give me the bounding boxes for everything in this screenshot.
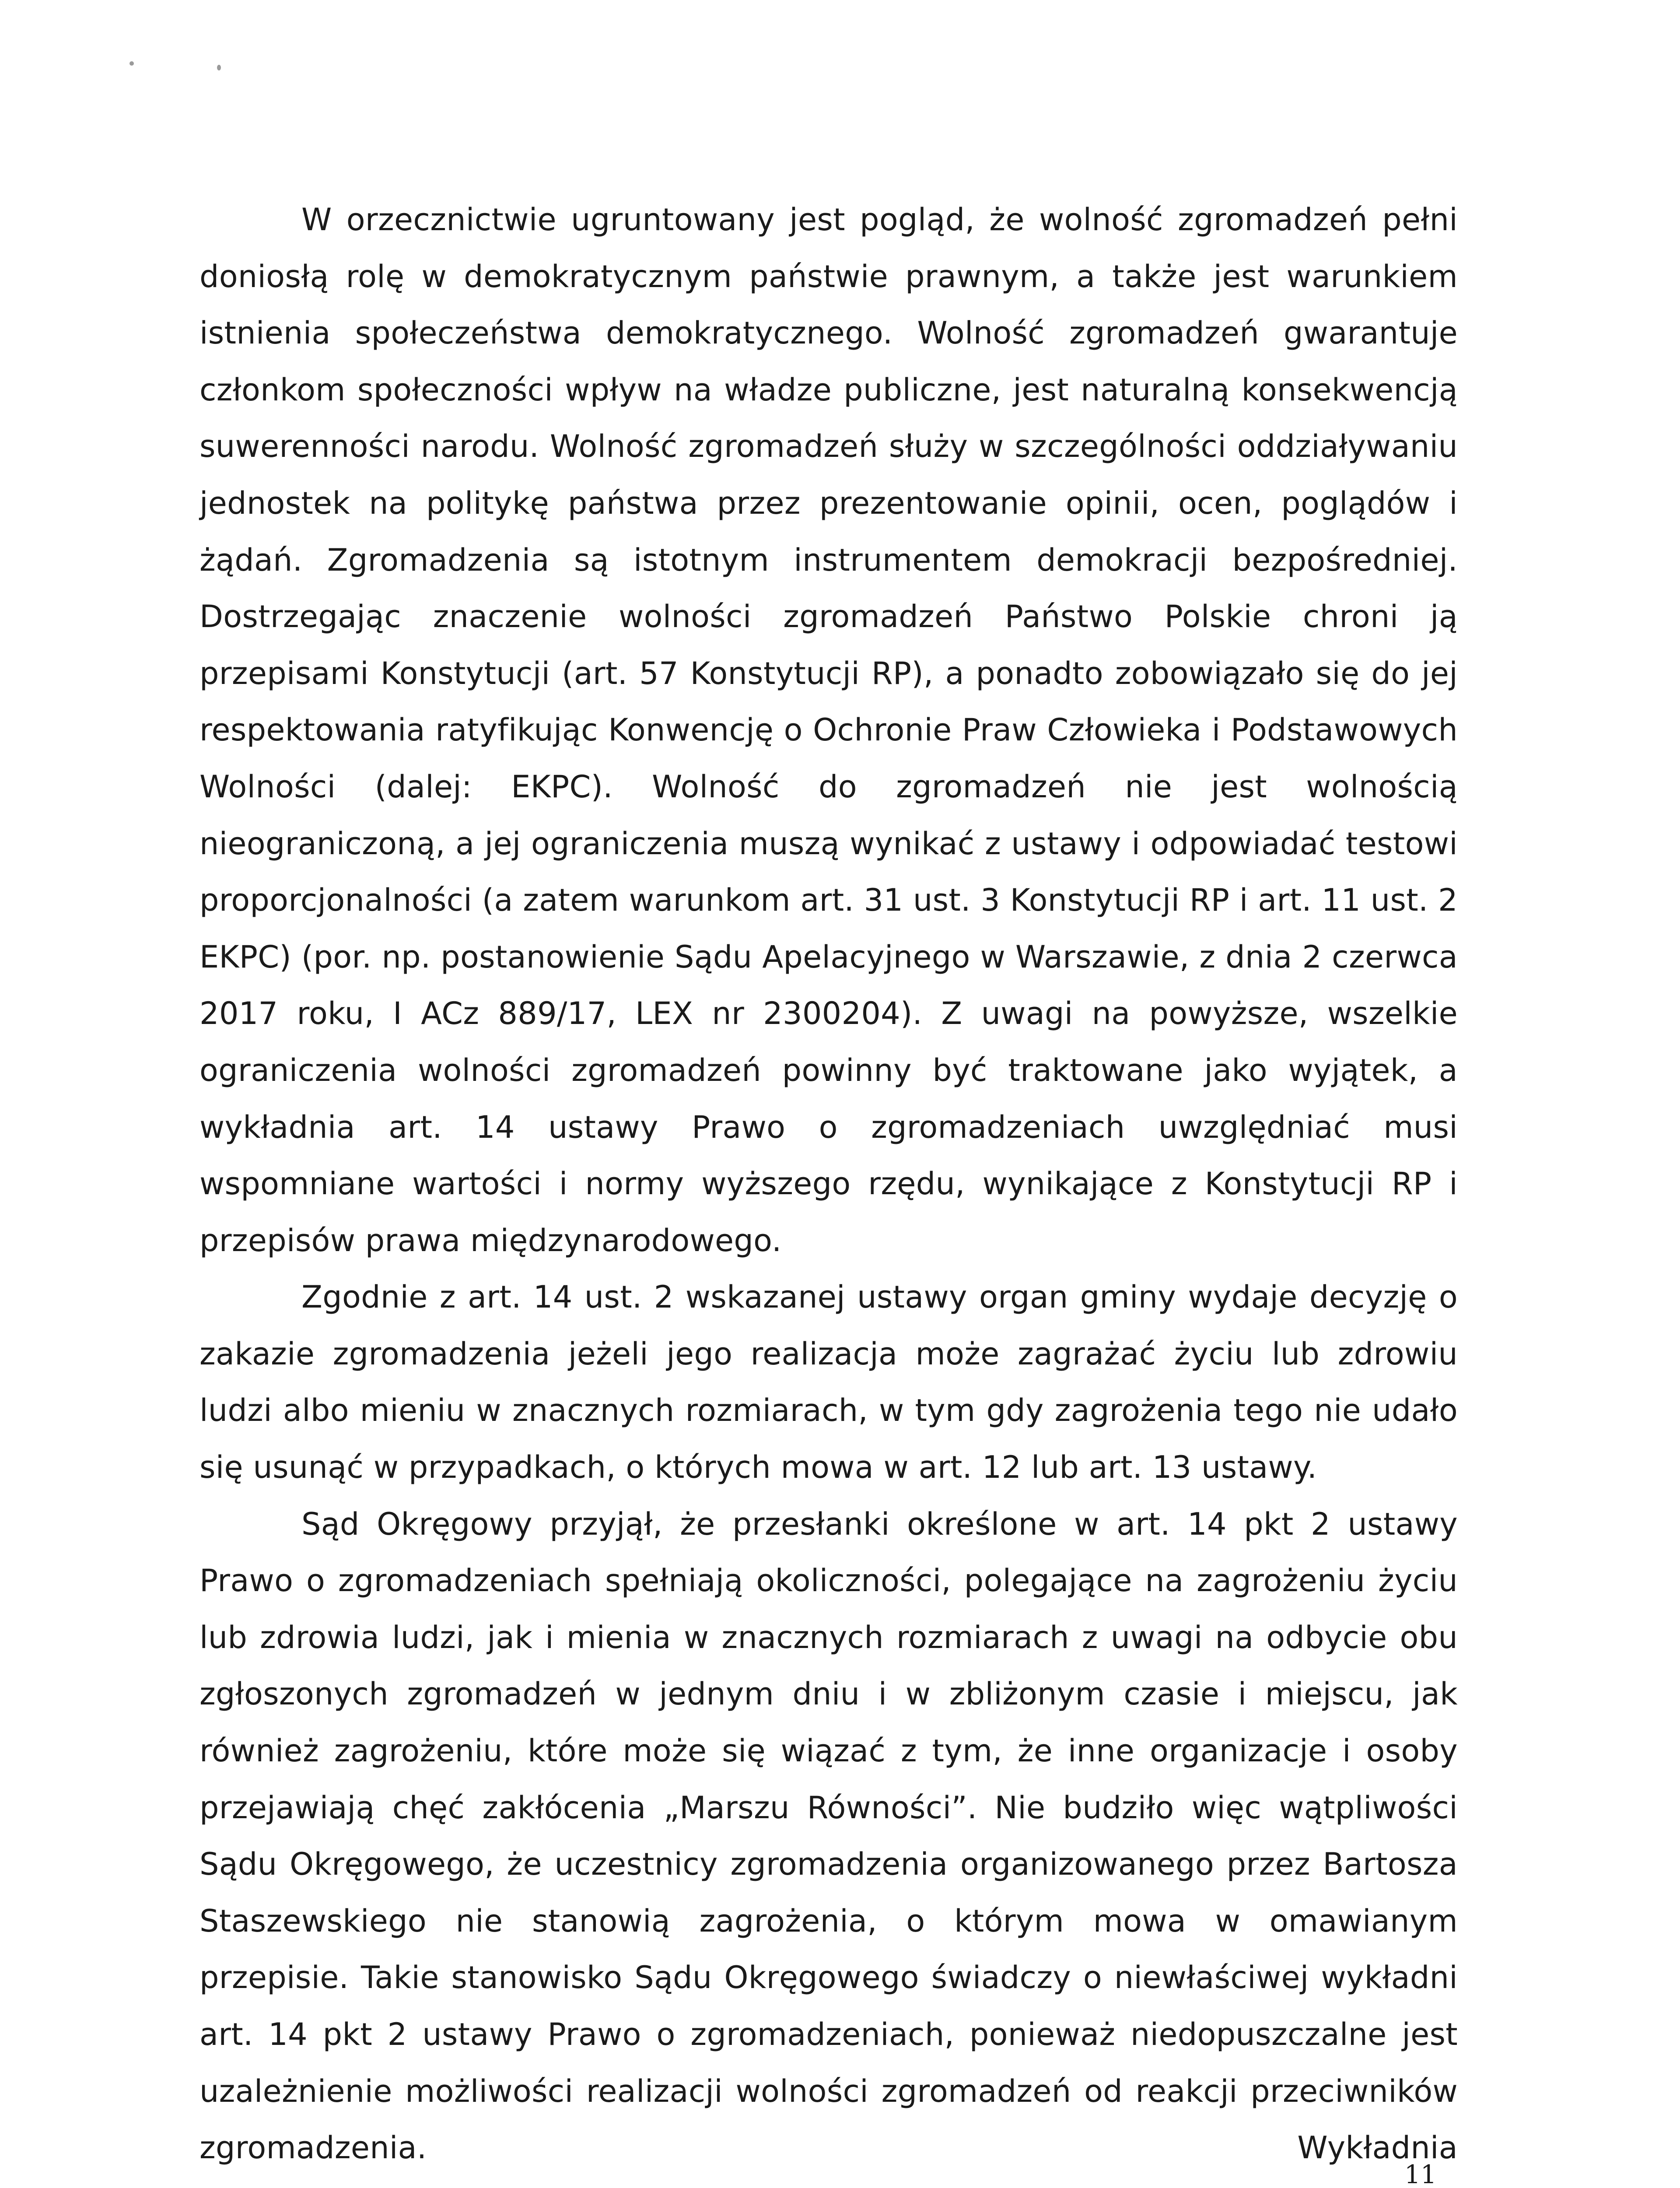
page-number: 11 [1404,2160,1437,2188]
scan-speck [130,61,134,66]
scan-speck [217,65,221,70]
paragraph: Sąd Okręgowy przyjął, że przesłanki określone w art. 14 pkt 2 ustawy Prawo o zgromadzeniach spełniają okoliczności, polegające na zagrożeniu życiu lub zdrowia ludzi, jak i mienia w znacznych rozmiarach z uwagi na odbycie obu zgłoszonych zgromadzeń w jednym dniu i w zbliżonym czasie i miejscu, jak również zagrożeniu, które może się wiązać z tym, że inne organizacje i osoby przejawiają chęć zakłócenia „Marszu Równości”. Nie budziło więc wątpliwości Sądu Okręgowego, że uczestnicy zgromadzenia organizowanego przez Bartosza Staszewskiego nie stanowią zagrożenia, o którym mowa w omawianym przepisie. Takie stanowisko Sądu Okręgowego świadczy o niewłaściwej wykładni art. 14 pkt 2 ustawy Prawo o zgromadzeniach, ponieważ niedopuszczalne jest uzależnienie możliwości realizacji wolności zgromadzeń od reakcji przeciwników zgromadzenia. Wykładnia [200,1506,1458,2166]
paragraph: Zgodnie z art. 14 ust. 2 wskazanej ustawy organ gminy wydaje decyzję o zakazie zgromadzenia jeżeli jego realizacja może zagrażać życiu lub zdrowiu ludzi albo mieniu w znacznych rozmiarach, w tym gdy zagrożenia tego nie udało się usunąć w przypadkach, o których mowa w art. 12 lub art. 13 ustawy. [200,1279,1458,1486]
scan-artifacts [122,53,228,88]
document-body [200,192,1458,2177]
paragraph: W orzecznictwie ugruntowany jest pogląd, że wolność zgromadzeń pełni doniosłą rolę w demokratycznym państwie prawnym, a także jest warunkiem istnienia społeczeństwa demokratycznego. Wolność zgromadzeń gwarantuje członkom społeczności wpływ na władze publiczne, jest naturalną konsekwencją suwerenności narodu. Wolność zgromadzeń służy w szczególności oddziaływaniu jednostek na politykę państwa przez prezentowanie opinii, ocen, poglądów i żądań. Zgromadzenia są istotnym instrumentem demokracji bezpośredniej. Dostrzegając znaczenie wolności zgromadzeń Państwo Polskie chroni ją przepisami Konstytucji (art. 57 Konstytucji RP), a ponadto zobowiązało się do jej respektowania ratyfikując Konwencję o Ochronie Praw Człowieka i Podstawowych Wolności (dalej: EKPC). Wolność do zgromadzeń nie jest wolnością nieograniczoną, a jej ograniczenia muszą wynikać z ustawy i odpowiadać testowi proporcjonalności (a zatem warunkom art. 31 ust. 3 Konstytucji RP i art. 11 ust. 2 EKPC) (por. np. postanowienie Sądu Apelacyjnego w Warszawie, z dnia 2 czerwca 2017 roku, I ACz 889/17, LEX nr 2300204). Z uwagi na powyższe, wszelkie ograniczenia wolności zgromadzeń powinny być traktowane jako wyjątek, a wykładnia art. 14 ustawy Prawo o zgromadzeniach uwzględniać musi wspomniane wartości i normy wyższego rzędu, wynikające z Konstytucji RP i przepisów prawa międzynarodowego. [200,202,1458,1259]
